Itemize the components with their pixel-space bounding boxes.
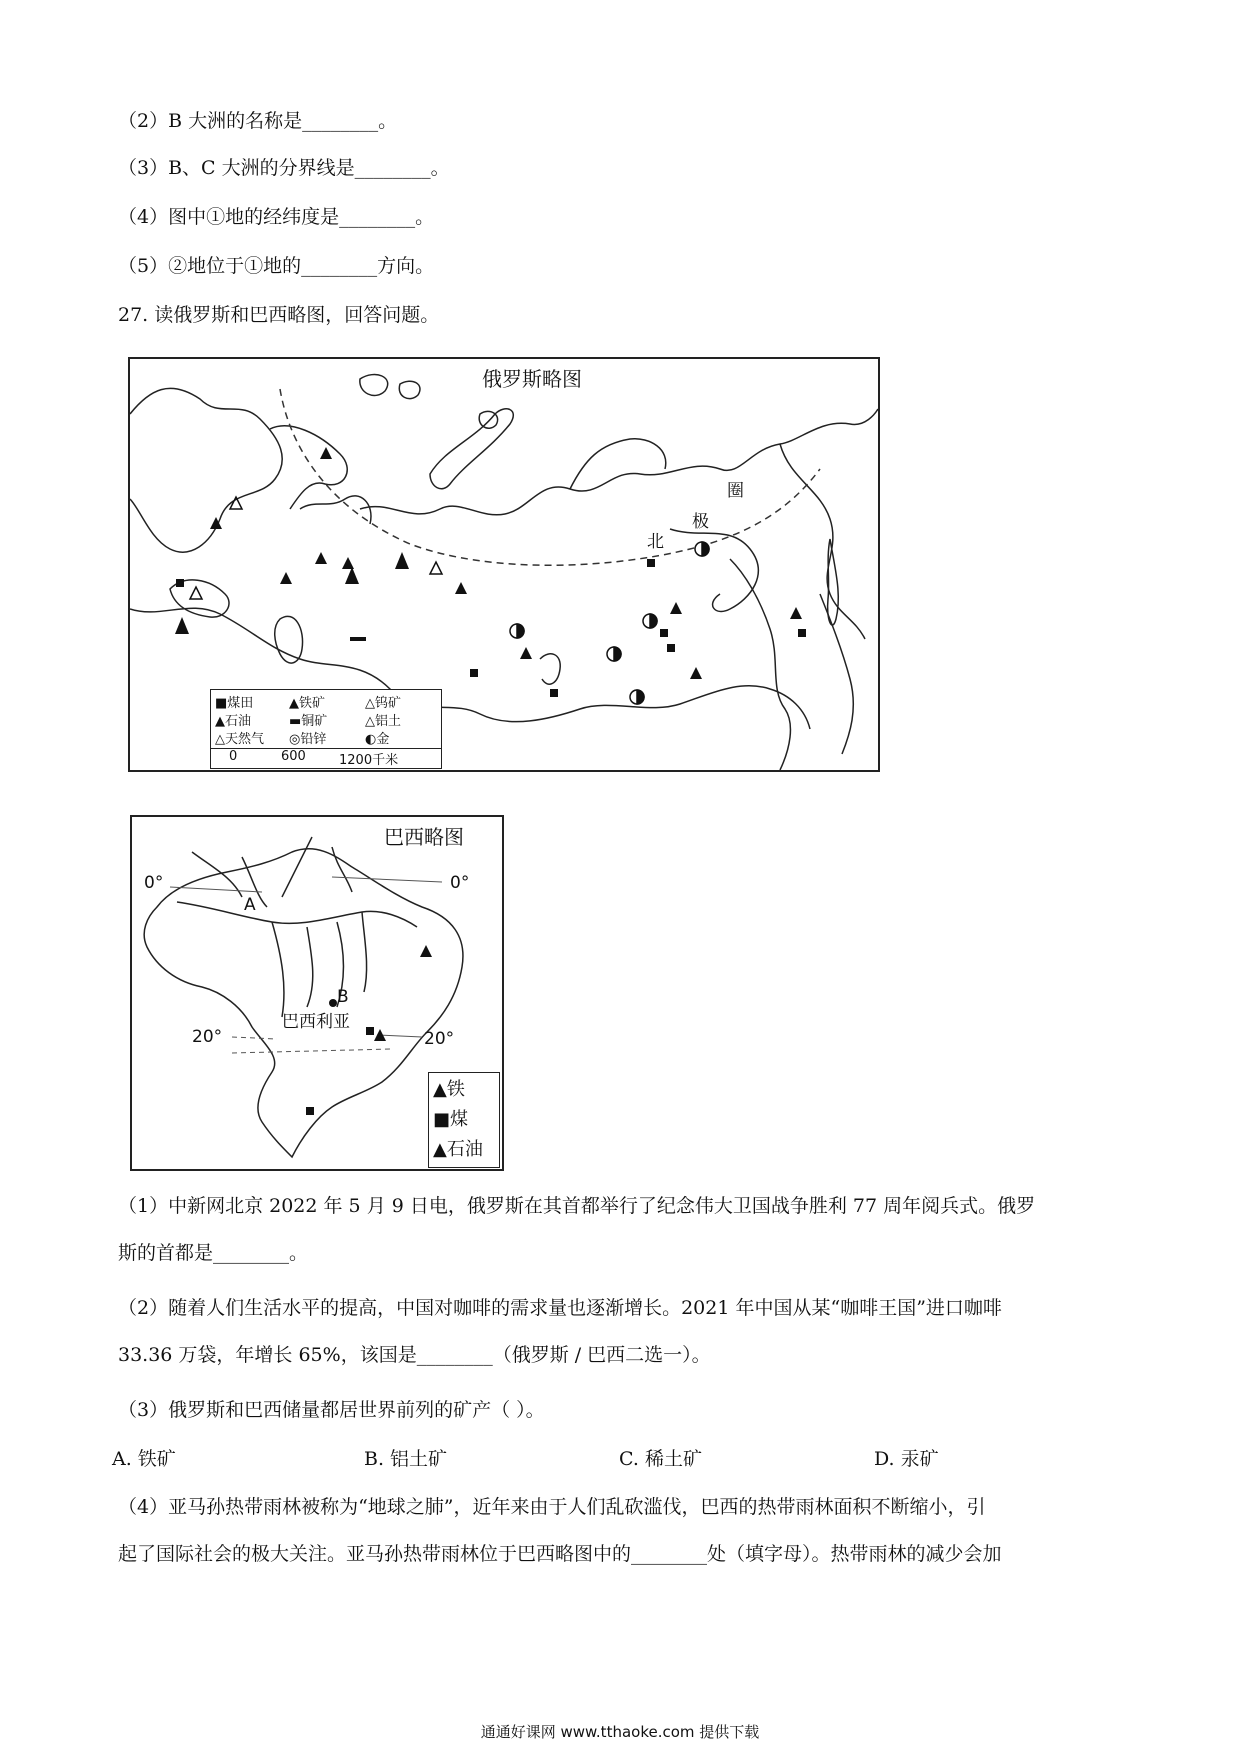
legend-iron: ▲铁矿	[289, 696, 326, 711]
arctic-circle-label-3: 圈	[727, 481, 744, 501]
legend-oil: ▲石油	[215, 714, 252, 729]
scale-1200: 1200千米	[339, 753, 399, 768]
legend-oil: ▲石油	[433, 1139, 483, 1160]
capital-label: 巴西利亚	[282, 1012, 350, 1032]
legend-lead-zinc: ◎铅锌	[289, 732, 327, 747]
legend-coal: ■煤田	[215, 696, 254, 711]
legend-gas: △天然气	[215, 732, 265, 747]
question-4: （4）图中①地的经纬度是________。	[118, 206, 435, 228]
legend-coal: ■煤	[433, 1109, 469, 1130]
legend-tungsten: △钨矿	[365, 696, 402, 711]
arctic-circle-label-2: 极	[692, 512, 709, 532]
lat-20-left: 20°	[192, 1027, 223, 1047]
legend-bauxite: △铝土	[365, 714, 402, 729]
page-footer: 通通好课网 www.tthaoke.com 提供下载	[480, 1723, 760, 1741]
question-5: （5）②地位于①地的________方向。	[118, 255, 435, 277]
lat-20-right: 20°	[424, 1029, 455, 1049]
brazil-map-legend	[428, 1072, 500, 1168]
arctic-circle-label-1: 北	[647, 532, 664, 552]
legend-gold: ◐金	[365, 732, 390, 747]
question-2: （2）B 大洲的名称是________。	[118, 110, 398, 132]
russia-map	[128, 357, 880, 772]
sub-question-4: （4）亚马孙热带雨林被称为“地球之肺”，近年来由于人们乱砍滥伐，巴西的热带雨林面积不断缩小，引 起了国际社会的极大关注。亚马孙热带雨林位于巴西略图中的________处（填字母）。热带雨林的减少会加	[118, 1496, 1002, 1565]
legend-iron: ▲铁	[433, 1079, 465, 1100]
question-27-heading: 27. 读俄罗斯和巴西略图，回答问题。	[118, 304, 440, 326]
scale-600: 600	[281, 749, 306, 764]
point-a-label: A	[244, 895, 256, 915]
option-a: A. 铁矿	[112, 1448, 176, 1470]
option-d: D. 汞矿	[874, 1448, 939, 1470]
option-b: B. 铝土矿	[364, 1448, 448, 1470]
legend-copper: ▬铜矿	[289, 714, 328, 729]
question-3: （3）B、C 大洲的分界线是________。	[118, 157, 450, 179]
russia-map-legend	[210, 689, 442, 769]
brazil-map-title: 巴西略图	[384, 825, 464, 849]
scale-0: 0	[229, 749, 238, 764]
point-b-label: B	[337, 987, 349, 1007]
lat-0-left: 0°	[144, 873, 164, 893]
sub-question-1: （1）中新网北京 2022 年 5 月 9 日电，俄罗斯在其首都举行了纪念伟大卫国战争胜利 77 周年阅兵式。俄罗 斯的首都是________。	[118, 1195, 1036, 1264]
russia-map-title: 俄罗斯略图	[482, 367, 582, 391]
sub-question-2: （2）随着人们生活水平的提高，中国对咖啡的需求量也逐渐增长。2021 年中国从某“咖啡王国”进口咖啡 33.36 万袋，年增长 65%，该国是________（俄罗斯 / 巴西二选一）。	[118, 1297, 1002, 1366]
sub-question-3: （3）俄罗斯和巴西储量都居世界前列的矿产（ ）。	[118, 1399, 545, 1421]
option-c: C. 稀土矿	[619, 1448, 702, 1470]
brazil-map	[130, 815, 504, 1171]
lat-0-right: 0°	[450, 873, 470, 893]
